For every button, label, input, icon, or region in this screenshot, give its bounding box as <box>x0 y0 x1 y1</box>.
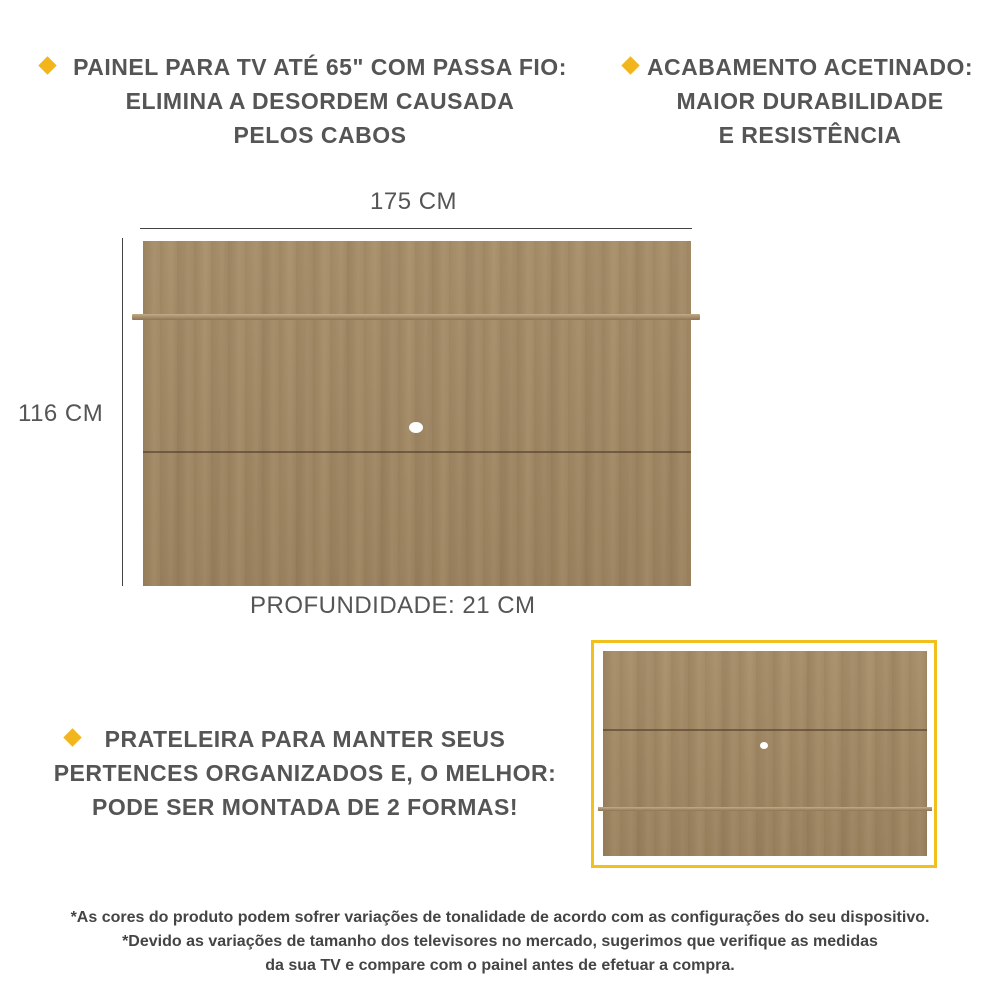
feature-line: MAIOR DURABILIDADE <box>676 88 944 114</box>
panel-shelf <box>132 314 700 320</box>
depth-dimension-label: PROFUNDIDADE: 21 CM <box>250 592 536 619</box>
note-line: *As cores do produto podem sofrer variações de tonalidade de acordo com as configurações do seu dispositivo. <box>70 909 930 926</box>
note-line: da sua TV e compare com o painel antes de efetuar a compra. <box>265 957 735 974</box>
feature-cable-management <box>60 50 580 152</box>
bullet-diamond-icon <box>38 56 56 74</box>
feature-shelf <box>50 722 560 824</box>
feature-line: PRATELEIRA PARA MANTER SEUS <box>104 726 506 752</box>
tv-panel-image <box>143 241 691 586</box>
feature-line: PELOS CABOS <box>233 122 407 148</box>
feature-line: E RESISTÊNCIA <box>718 122 902 148</box>
cable-hole <box>409 422 423 433</box>
panel-seam <box>143 451 691 453</box>
feature-line: ELIMINA A DESORDEM CAUSADA <box>125 88 515 114</box>
feature-line: PAINEL PARA TV ATÉ 65" COM PASSA FIO: <box>73 54 567 80</box>
panel-seam <box>603 729 927 731</box>
height-dimension-line <box>122 238 123 586</box>
feature-line: PODE SER MONTADA DE 2 FORMAS! <box>92 794 518 820</box>
feature-line: PERTENCES ORGANIZADOS E, O MELHOR: <box>53 760 557 786</box>
disclaimer-notes <box>0 906 1000 978</box>
height-dimension-label: 116 CM <box>18 400 104 427</box>
width-dimension-line <box>140 228 692 229</box>
tv-panel-alternate-image <box>603 651 927 856</box>
cable-hole <box>760 742 768 749</box>
panel-shelf-bottom <box>598 807 932 811</box>
width-dimension-label: 175 CM <box>370 188 458 215</box>
feature-line: ACABAMENTO ACETINADO: <box>646 54 974 80</box>
feature-finish <box>635 50 985 152</box>
note-line: *Devido as variações de tamanho dos televisores no mercado, sugerimos que verifique as medidas <box>122 933 878 950</box>
